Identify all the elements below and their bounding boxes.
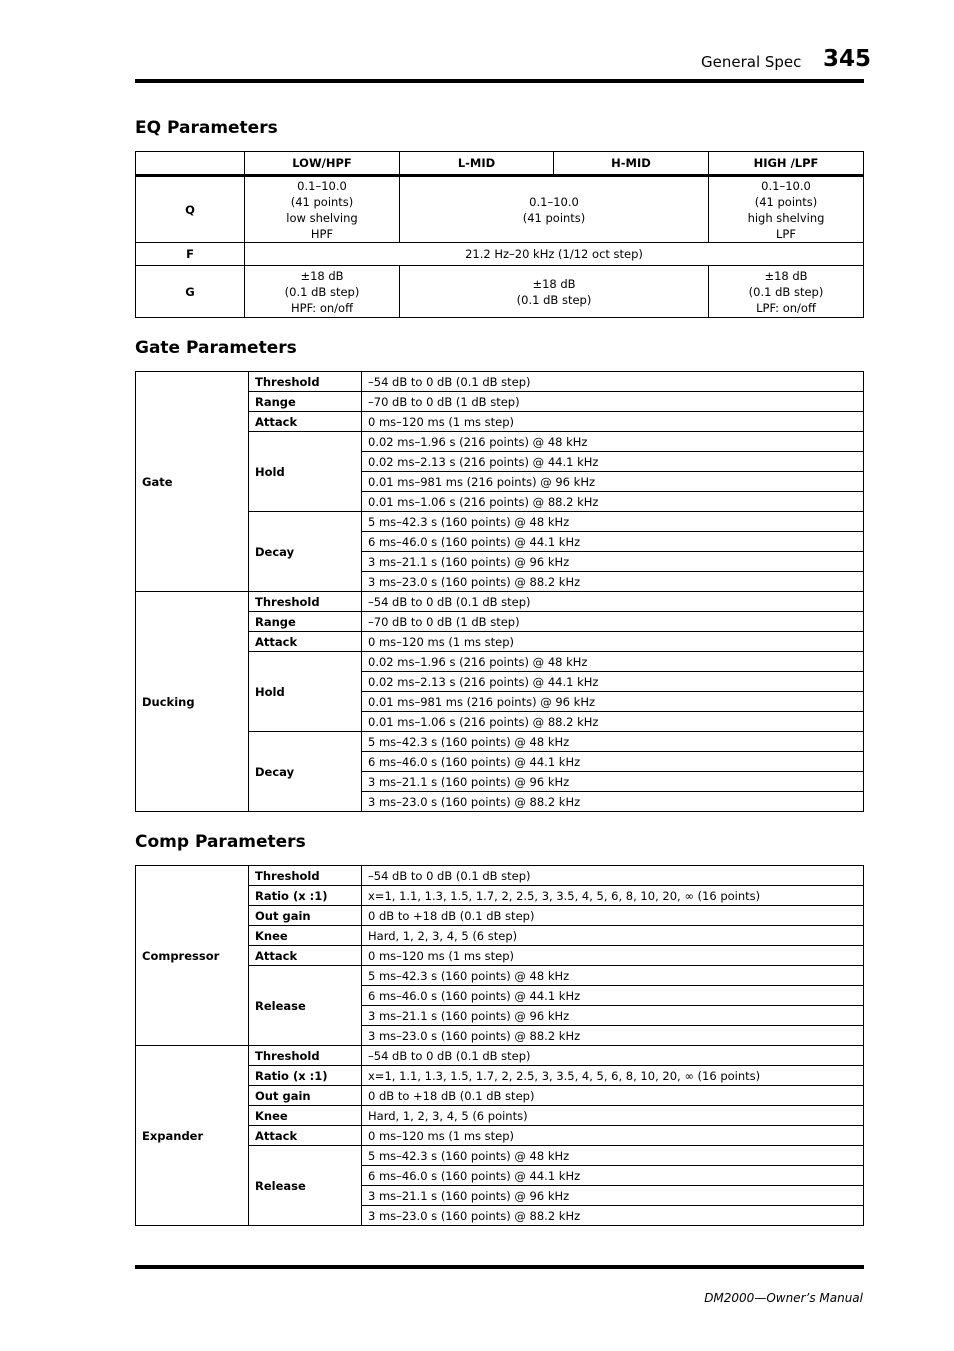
eq-column-header bbox=[136, 152, 245, 176]
parameter-value: 3 ms–23.0 s (160 points) @ 88.2 kHz bbox=[362, 1206, 864, 1226]
parameter-value: x=1, 1.1, 1.3, 1.5, 1.7, 2, 2.5, 3, 3.5, 4, 5, 6, 8, 10, 20, ∞ (16 points) bbox=[362, 886, 864, 906]
footer-manual-title: DM2000—Owner’s Manual bbox=[704, 1291, 863, 1305]
parameter-value: 3 ms–21.1 s (160 points) @ 96 kHz bbox=[362, 772, 864, 792]
parameter-value: –54 dB to 0 dB (0.1 dB step) bbox=[362, 1046, 864, 1066]
parameter-value: –54 dB to 0 dB (0.1 dB step) bbox=[362, 866, 864, 886]
cell-line: (0.1 dB step) bbox=[748, 284, 824, 299]
cell-line: LPF: on/off bbox=[756, 300, 816, 315]
eq-f-cell: 21.2 Hz–20 kHz (1/12 oct step) bbox=[245, 243, 864, 266]
parameter-value: 6 ms–46.0 s (160 points) @ 44.1 kHz bbox=[362, 1166, 864, 1186]
parameter-label: Range bbox=[249, 392, 362, 412]
cell-line: ±18 dB bbox=[300, 268, 344, 283]
parameter-label: Release bbox=[249, 1146, 362, 1226]
eq-row-label: G bbox=[136, 266, 245, 318]
table-row bbox=[136, 592, 864, 612]
page-number: 345 bbox=[823, 46, 872, 72]
cell-line: (0.1 dB step) bbox=[284, 284, 360, 299]
eq-parameters-heading: EQ Parameters bbox=[135, 118, 278, 138]
parameter-value: 0.02 ms–1.96 s (216 points) @ 48 kHz bbox=[362, 432, 864, 452]
parameter-value: 6 ms–46.0 s (160 points) @ 44.1 kHz bbox=[362, 752, 864, 772]
parameter-value: 0 ms–120 ms (1 ms step) bbox=[362, 946, 864, 966]
gate-parameters-heading: Gate Parameters bbox=[135, 338, 297, 358]
group-label: Gate bbox=[136, 372, 249, 592]
cell-line: 0.1–10.0 bbox=[297, 178, 347, 193]
parameter-label: Decay bbox=[249, 512, 362, 592]
parameter-value: 6 ms–46.0 s (160 points) @ 44.1 kHz bbox=[362, 986, 864, 1006]
cell-line: low shelving bbox=[286, 210, 358, 225]
parameter-label: Threshold bbox=[249, 866, 362, 886]
parameter-value: 0 dB to +18 dB (0.1 dB step) bbox=[362, 906, 864, 926]
parameter-value: 0 ms–120 ms (1 ms step) bbox=[362, 632, 864, 652]
cell-line: 0.1–10.0 bbox=[529, 194, 579, 209]
eq-g-high-cell bbox=[709, 266, 864, 318]
parameter-value: 0.02 ms–2.13 s (216 points) @ 44.1 kHz bbox=[362, 672, 864, 692]
eq-g-low-cell bbox=[245, 266, 400, 318]
table-row bbox=[136, 1046, 864, 1066]
parameter-label: Threshold bbox=[249, 1046, 362, 1066]
parameter-value: 0.01 ms–1.06 s (216 points) @ 88.2 kHz bbox=[362, 712, 864, 732]
cell-line: high shelving bbox=[747, 210, 825, 225]
parameter-value: Hard, 1, 2, 3, 4, 5 (6 step) bbox=[362, 926, 864, 946]
eq-row-label: Q bbox=[136, 176, 245, 243]
header-rule bbox=[135, 79, 864, 83]
parameter-label: Ratio (x :1) bbox=[249, 1066, 362, 1086]
parameter-label: Knee bbox=[249, 1106, 362, 1126]
parameter-value: 0.01 ms–981 ms (216 points) @ 96 kHz bbox=[362, 472, 864, 492]
cell-line: ±18 dB bbox=[532, 276, 576, 291]
group-label: Expander bbox=[136, 1046, 249, 1226]
cell-line: 0.1–10.0 bbox=[761, 178, 811, 193]
comp-parameters-table bbox=[135, 865, 864, 1226]
table-row bbox=[136, 372, 864, 392]
header-section-title: General Spec bbox=[701, 53, 802, 71]
parameter-label: Threshold bbox=[249, 592, 362, 612]
gate-parameters-table bbox=[135, 371, 864, 812]
eq-column-header: H-MID bbox=[554, 152, 709, 176]
parameter-value: Hard, 1, 2, 3, 4, 5 (6 points) bbox=[362, 1106, 864, 1126]
parameter-value: 0 ms–120 ms (1 ms step) bbox=[362, 1126, 864, 1146]
parameter-value: x=1, 1.1, 1.3, 1.5, 1.7, 2, 2.5, 3, 3.5, 4, 5, 6, 8, 10, 20, ∞ (16 points) bbox=[362, 1066, 864, 1086]
parameter-label: Decay bbox=[249, 732, 362, 812]
parameter-value: –70 dB to 0 dB (1 dB step) bbox=[362, 392, 864, 412]
parameter-label: Attack bbox=[249, 632, 362, 652]
cell-line: (41 points) bbox=[290, 194, 354, 209]
cell-line: (41 points) bbox=[522, 210, 586, 225]
parameter-label: Hold bbox=[249, 432, 362, 512]
parameter-label: Attack bbox=[249, 412, 362, 432]
eq-column-header: HIGH /LPF bbox=[709, 152, 864, 176]
parameter-value: 5 ms–42.3 s (160 points) @ 48 kHz bbox=[362, 732, 864, 752]
cell-line: (41 points) bbox=[754, 194, 818, 209]
eq-column-header: L-MID bbox=[400, 152, 554, 176]
parameter-label: Threshold bbox=[249, 372, 362, 392]
eq-q-high-cell bbox=[709, 176, 864, 243]
parameter-label: Out gain bbox=[249, 1086, 362, 1106]
parameter-value: 5 ms–42.3 s (160 points) @ 48 kHz bbox=[362, 966, 864, 986]
parameter-value: –54 dB to 0 dB (0.1 dB step) bbox=[362, 592, 864, 612]
parameter-value: 3 ms–23.0 s (160 points) @ 88.2 kHz bbox=[362, 572, 864, 592]
eq-row-label: F bbox=[136, 243, 245, 266]
parameter-value: 0.02 ms–1.96 s (216 points) @ 48 kHz bbox=[362, 652, 864, 672]
group-label: Ducking bbox=[136, 592, 249, 812]
parameter-value: 3 ms–21.1 s (160 points) @ 96 kHz bbox=[362, 552, 864, 572]
parameter-value: 3 ms–23.0 s (160 points) @ 88.2 kHz bbox=[362, 1026, 864, 1046]
comp-parameters-heading: Comp Parameters bbox=[135, 832, 306, 852]
parameter-value: 0.02 ms–2.13 s (216 points) @ 44.1 kHz bbox=[362, 452, 864, 472]
parameter-label: Hold bbox=[249, 652, 362, 732]
cell-line: ±18 dB bbox=[764, 268, 808, 283]
parameter-value: –54 dB to 0 dB (0.1 dB step) bbox=[362, 372, 864, 392]
eq-column-header: LOW/HPF bbox=[245, 152, 400, 176]
table-row bbox=[136, 866, 864, 886]
parameter-value: 3 ms–21.1 s (160 points) @ 96 kHz bbox=[362, 1186, 864, 1206]
cell-line: LPF bbox=[776, 226, 796, 241]
eq-g-mid-cell bbox=[400, 266, 709, 318]
parameter-value: 0 dB to +18 dB (0.1 dB step) bbox=[362, 1086, 864, 1106]
eq-q-low-cell bbox=[245, 176, 400, 243]
parameter-value: 6 ms–46.0 s (160 points) @ 44.1 kHz bbox=[362, 532, 864, 552]
parameter-label: Attack bbox=[249, 1126, 362, 1146]
parameter-value: 3 ms–21.1 s (160 points) @ 96 kHz bbox=[362, 1006, 864, 1026]
cell-line: (0.1 dB step) bbox=[516, 292, 592, 307]
eq-parameters-table bbox=[135, 151, 864, 318]
group-label: Compressor bbox=[136, 866, 249, 1046]
cell-line: HPF bbox=[310, 226, 334, 241]
parameter-value: 5 ms–42.3 s (160 points) @ 48 kHz bbox=[362, 512, 864, 532]
parameter-value: 0.01 ms–1.06 s (216 points) @ 88.2 kHz bbox=[362, 492, 864, 512]
parameter-label: Release bbox=[249, 966, 362, 1046]
parameter-value: 0.01 ms–981 ms (216 points) @ 96 kHz bbox=[362, 692, 864, 712]
parameter-value: –70 dB to 0 dB (1 dB step) bbox=[362, 612, 864, 632]
parameter-label: Range bbox=[249, 612, 362, 632]
parameter-value: 0 ms–120 ms (1 ms step) bbox=[362, 412, 864, 432]
footer-rule bbox=[135, 1265, 864, 1269]
parameter-label: Ratio (x :1) bbox=[249, 886, 362, 906]
parameter-value: 3 ms–23.0 s (160 points) @ 88.2 kHz bbox=[362, 792, 864, 812]
cell-line: HPF: on/off bbox=[291, 300, 353, 315]
parameter-label: Out gain bbox=[249, 906, 362, 926]
parameter-label: Attack bbox=[249, 946, 362, 966]
eq-q-mid-cell bbox=[400, 176, 709, 243]
parameter-value: 5 ms–42.3 s (160 points) @ 48 kHz bbox=[362, 1146, 864, 1166]
parameter-label: Knee bbox=[249, 926, 362, 946]
